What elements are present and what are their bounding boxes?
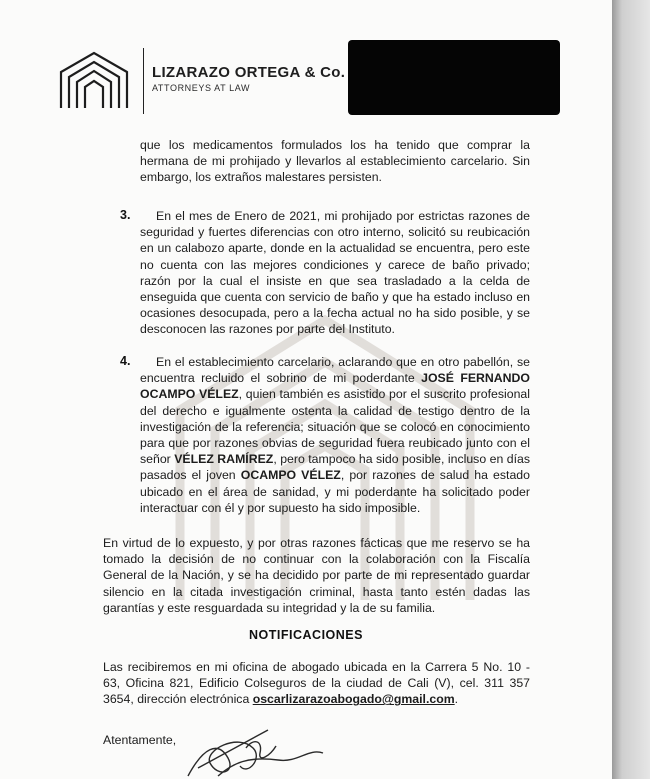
notifications-heading: NOTIFICACIONES [249, 628, 363, 642]
conclusion-paragraph: En virtud de lo expuesto, y por otras razones fácticas que me reservo se ha tomado la decisión de no continuar con la colaboración con la Fiscalía General de la Nación, y se ha decidido por parte de mi representado guardar silencio en la citada investigación criminal, hasta tanto estén dadas las garantías y este resguardada su integridad y la de su familia. [103, 536, 530, 615]
item-number-4: 4. [120, 354, 131, 368]
email-link[interactable]: oscarlizarazoabogado@gmail.com [252, 692, 455, 707]
scan-edge [612, 0, 650, 779]
item-4-part-1: En el establecimiento carcelario, aclarando que en otro pabellón, se encuentra recluido el sobrino de mi poderdante [140, 355, 530, 386]
item-4-part-4: , por razones de salud ha estado ubicado en el área de sanidad, y mi poderdante ha solicitado poder interactuar con él y por supuesto ha sido imposible. [140, 468, 530, 515]
logo-divider [143, 48, 144, 114]
signature-icon [158, 718, 358, 779]
closing-salutation: Atentamente, [103, 733, 177, 747]
item-number-3: 3. [120, 208, 131, 222]
continued-paragraph: que los medicamentos formulados los ha tenido que comprar la hermana de mi prohijado y llevarlos al establecimiento carcelario. Sin embargo, los extraños malestares persisten. [140, 138, 530, 185]
notifications-paragraph [103, 659, 530, 708]
notifications-text: Las recibiremos en mi oficina de abogado ubicada en la Carrera 5 No. 10 - 63, Oficina 821, Edificio Colseguros de la ciudad de Cali (V), cel. 311 357 3654, dirección electrónica [103, 660, 530, 707]
redaction-box [348, 40, 560, 115]
item-3-text: En el mes de Enero de 2021, mi prohijado por estrictas razones de seguridad y fuertes diferencias con otro interno, solicitó su reubicación en un calabozo aparte, donde en la actualidad se encuentra, pero este no cuenta con las mejores condiciones y carece de baño privado; razón por la cual el insiste en que sea trasladado a la celda de enseguida que cuenta con servicio de baño y que ha estado incluso en ocasiones desocupada, pero a la fecha actual no ha sido posible, y se desconocen las razones por parte del Instituto. [140, 209, 530, 337]
bold-name-velez-ramirez: VÉLEZ RAMÍREZ [174, 452, 274, 467]
firm-logo-icon [58, 50, 130, 110]
notifications-end: . [454, 692, 459, 707]
item-4-part-3: , pero tampoco ha sido posible, incluso en días pasados el joven [140, 452, 530, 483]
item-4-text [140, 354, 530, 516]
firm-subtitle: ATTORNEYS AT LAW [152, 83, 251, 93]
firm-name: LIZARAZO ORTEGA & Co. [152, 64, 346, 81]
bold-name-ocampo-velez: OCAMPO VÉLEZ [240, 468, 341, 483]
bold-name-jose-fernando: JOSÉ FERNANDO OCAMPO VÉLEZ [140, 371, 531, 402]
item-4-part-2: , quien también es asistido por el suscrito profesional del derecho e igualmente ostenta la calidad de testigo dentro de la investigación de la referencia; situación que se colocó en conocimiento para que por razones obvias de seguridad fuera reubicado junto con el señor [140, 387, 530, 467]
